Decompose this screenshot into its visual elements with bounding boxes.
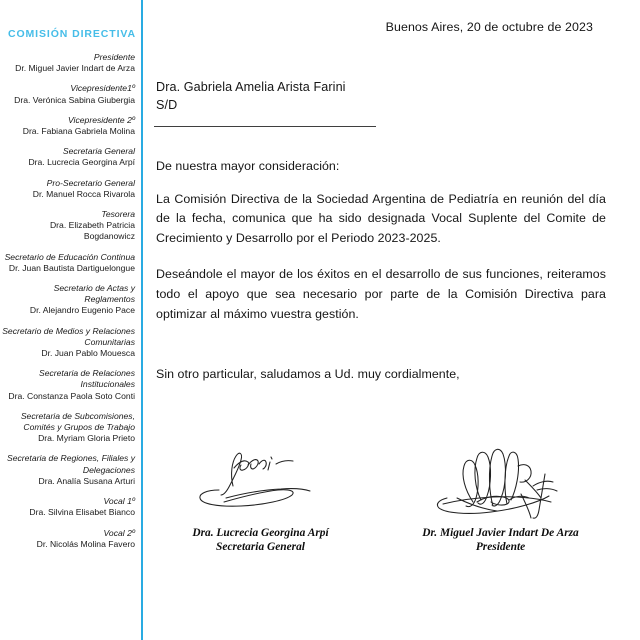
officer-name: Dra. Verónica Sabina Giubergia bbox=[14, 94, 135, 105]
officer-name: Dr. Juan Pablo Mouesca bbox=[41, 348, 135, 359]
officer-name: Dra. Elizabeth Patricia Bogdanowicz bbox=[49, 220, 135, 242]
officer-entry bbox=[2, 146, 135, 168]
officer-role: Secretario de Medios y Relaciones Comunitarias bbox=[2, 325, 135, 347]
closing-paragraph: Sin otro particular, saludamos a Ud. muy cordialmente, bbox=[156, 367, 460, 382]
body-paragraph-2: Deseándole el mayor de los éxitos en el desarrollo de sus funciones, reiteramos todo el apoyo que sea necesario por parte de la Comisión Directiva para optimizar al máximo vuestra gestión. bbox=[156, 267, 606, 321]
officer-entry bbox=[2, 209, 135, 243]
addressee-name: Dra. Gabriela Amelia Arista Farini bbox=[156, 80, 346, 94]
officer-name: Dra. Lucrecia Georgina Arpí bbox=[28, 157, 135, 168]
signature-name: Dra. Lucrecia Georgina Arpí bbox=[192, 527, 329, 539]
comision-directiva-sidebar bbox=[0, 0, 143, 640]
officer-entry bbox=[2, 52, 135, 74]
officer-entry bbox=[2, 178, 135, 200]
officer-entry bbox=[2, 528, 135, 550]
officer-role: Vicepresidente1º bbox=[70, 83, 135, 94]
body-paragraph-1: La Comisión Directiva de la Sociedad Argentina de Pediatría en reunión del día de la fecha, comunica que ha sido designada Vocal Suplente del Comite de Crecimiento y Desarrollo por el Periodo 2023-2025. bbox=[156, 191, 606, 245]
officer-role: Pro-Secretario General bbox=[46, 177, 135, 188]
officer-name: Dra. Myriam Gloria Prieto bbox=[38, 433, 135, 444]
officer-name: Dra. Fabiana Gabriela Molina bbox=[22, 126, 135, 137]
salutation-paragraph: De nuestra mayor consideración: bbox=[156, 159, 340, 173]
officer-entry bbox=[2, 496, 135, 518]
handwritten-signature-arpi-icon bbox=[153, 440, 368, 526]
officer-role: Secretario de Actas y Reglamentos bbox=[53, 283, 135, 305]
officer-entry bbox=[2, 252, 135, 274]
officer-entry bbox=[2, 115, 135, 137]
officer-role: Secretario de Educación Continua bbox=[4, 251, 135, 262]
officer-role: Vocal 2º bbox=[103, 527, 135, 538]
officer-entry bbox=[2, 368, 135, 402]
letter-body bbox=[156, 157, 606, 402]
officer-entry bbox=[2, 283, 135, 317]
officer-role: Secretaria de Relaciones Institucionales bbox=[38, 368, 135, 390]
officer-entry bbox=[2, 411, 135, 445]
officer-role: Vicepresidente 2º bbox=[67, 114, 135, 125]
officer-name: Dra. Constanza Paola Soto Conti bbox=[8, 390, 135, 401]
addressee-sd: S/D bbox=[156, 98, 178, 112]
signature-title: Secretaria General bbox=[216, 541, 305, 553]
horizontal-rule bbox=[154, 126, 376, 127]
officer-role: Tesorera bbox=[101, 209, 135, 220]
officer-list bbox=[2, 52, 135, 559]
signature-area bbox=[153, 440, 608, 580]
officer-name: Dr. Juan Bautista Dartiguelongue bbox=[8, 262, 135, 273]
officer-entry bbox=[2, 326, 135, 360]
officer-name: Dr. Nicolás Molina Favero bbox=[36, 538, 135, 549]
officer-role: Secretaria de Subcomisiones, Comités y Grupos de Trabajo bbox=[20, 410, 135, 433]
officer-name: Dra. Analía Susana Arturi bbox=[38, 475, 135, 486]
officer-name: Dr. Alejandro Eugenio Pace bbox=[29, 305, 135, 316]
date-line: Buenos Aires, 20 de octubre de 2023 bbox=[385, 20, 593, 34]
officer-entry bbox=[2, 453, 135, 487]
officer-name: Dra. Silvina Elisabet Bianco bbox=[29, 507, 135, 518]
officer-role: Presidente bbox=[93, 52, 135, 62]
signature-block-left bbox=[153, 440, 368, 554]
officer-role: Secretaria General bbox=[62, 146, 135, 157]
handwritten-signature-indart-icon bbox=[393, 440, 608, 526]
signature-name: Dr. Miguel Javier Indart De Arza bbox=[422, 527, 579, 539]
officer-role: Vocal 1º bbox=[103, 496, 135, 507]
signature-block-right bbox=[393, 440, 608, 554]
sidebar-heading: COMISIÓN DIRECTIVA bbox=[7, 28, 136, 40]
officer-name: Dr. Miguel Javier Indart de Arza bbox=[15, 63, 135, 74]
officer-entry bbox=[2, 83, 135, 105]
officer-name: Dr. Manuel Rocca Rivarola bbox=[32, 188, 135, 199]
letter-content bbox=[153, 0, 608, 640]
officer-role: Secretaria de Regiones, Filiales y Delegaciones bbox=[6, 453, 135, 475]
signature-title: Presidente bbox=[475, 541, 526, 553]
addressee-block bbox=[156, 78, 576, 114]
